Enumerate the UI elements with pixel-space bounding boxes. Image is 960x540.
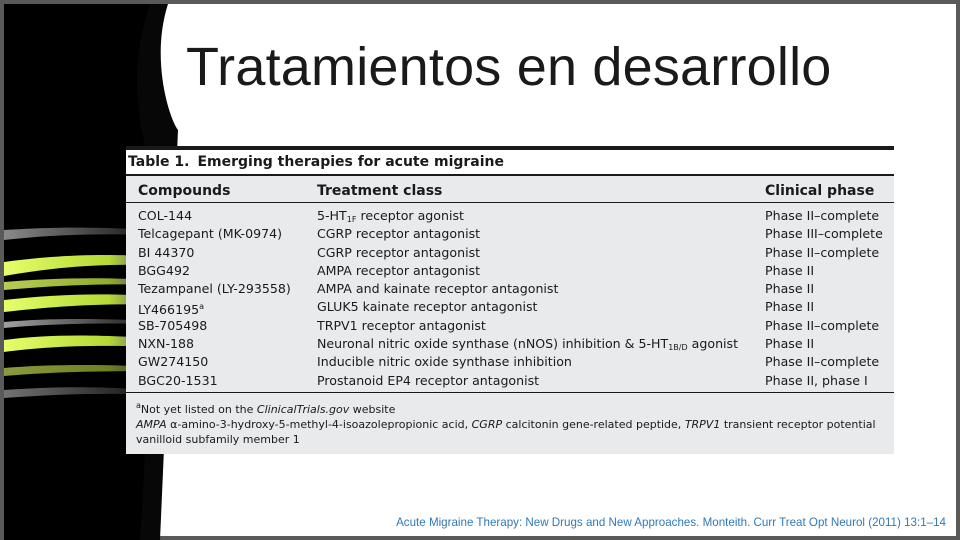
abbr-definition: calcitonin gene-related peptide, — [502, 418, 685, 431]
table-row — [126, 225, 894, 243]
cell-treatment-class-text: CGRP receptor antagonist — [317, 244, 481, 260]
column-header-treatment-class: Treatment class — [317, 183, 443, 199]
table — [126, 180, 894, 390]
cell-compound: SB-705498 — [138, 317, 208, 333]
cell-treatment-class — [317, 244, 480, 262]
abbr-term: AMPA — [136, 418, 167, 431]
subscript: 1F — [346, 215, 357, 224]
cell-compound: GW274150 — [138, 354, 209, 370]
slide-title: Tratamientos en desarrollo — [186, 37, 832, 97]
cell-compound: BGC20-1531 — [138, 372, 218, 388]
table-caption-text: Emerging therapies for acute migraine — [197, 154, 504, 170]
table-footnotes — [136, 398, 886, 447]
table-image — [126, 146, 894, 454]
citation-link[interactable]: Acute Migraine Therapy: New Drugs and New Approaches. Monteith. Curr Treat Opt Neurol (2011) 13:1–14 — [396, 516, 946, 529]
cell-treatment-class — [317, 317, 486, 335]
cell-clinical-phase: Phase III–complete — [765, 226, 883, 242]
cell-compound: BGG492 — [138, 262, 190, 278]
abbr-term: TRPV1 — [684, 418, 721, 431]
footnote-a-text: Not yet listed on the — [140, 403, 257, 416]
cell-treatment-class — [317, 262, 480, 280]
cell-compound: Telcagepant (MK-0974) — [138, 226, 283, 242]
table-row — [126, 335, 894, 353]
subscript: 1B/D — [668, 343, 688, 353]
table-row — [126, 280, 894, 298]
cell-treatment-class — [317, 225, 480, 243]
table-header-row — [126, 180, 894, 202]
cell-clinical-phase: Phase II — [765, 299, 815, 315]
table-row — [126, 298, 894, 316]
cell-compound-text: LY466195 — [138, 302, 200, 318]
footnote-a-text-end: website — [349, 403, 396, 416]
table-caption — [126, 146, 894, 176]
cell-treatment-class — [317, 280, 558, 298]
cell-treatment-class-text: Neuronal nitric oxide synthase (nNOS) inhibition & 5-HT — [317, 336, 669, 352]
cell-treatment-class-text: AMPA and kainate receptor antagonist — [317, 281, 559, 297]
table-row — [126, 372, 894, 390]
cell-compound: BI 44370 — [138, 244, 195, 260]
cell-compound: NXN-188 — [138, 336, 195, 352]
cell-clinical-phase: Phase II–complete — [765, 317, 880, 333]
cell-treatment-class-text: Inducible nitric oxide synthase inhibition — [317, 354, 572, 370]
cell-treatment-class-text-end: receptor agonist — [356, 208, 464, 223]
table-row — [126, 207, 894, 225]
cell-treatment-class-text: CGRP receptor antagonist — [317, 226, 481, 242]
cell-treatment-class-text: TRPV1 receptor antagonist — [317, 317, 486, 333]
cell-clinical-phase: Phase II–complete — [765, 354, 880, 370]
footnote-divider — [126, 392, 894, 393]
abbr-term: CGRP — [471, 418, 503, 431]
cell-treatment-class — [317, 353, 572, 371]
cell-clinical-phase: Phase II–complete — [765, 244, 880, 260]
footnote-abbreviations — [136, 417, 886, 447]
cell-clinical-phase: Phase II — [765, 262, 815, 278]
table-caption-label: Table 1. — [128, 154, 190, 170]
cell-treatment-class-text: Prostanoid EP4 receptor antagonist — [317, 372, 540, 388]
column-header-compounds: Compounds — [138, 183, 231, 199]
footnote-a-italic: ClinicalTrials.gov — [256, 403, 350, 416]
cell-clinical-phase: Phase II, phase I — [765, 372, 868, 388]
abbr-definition: transient receptor potential vanilloid subfamily member 1 — [136, 418, 876, 446]
cell-clinical-phase: Phase II — [765, 336, 815, 352]
cell-treatment-class — [317, 298, 538, 316]
column-header-clinical-phase: Clinical phase — [765, 183, 875, 199]
cell-treatment-class-text-end: agonist — [687, 336, 739, 352]
cell-clinical-phase: Phase II–complete — [765, 208, 880, 223]
header-divider — [126, 202, 894, 203]
cell-clinical-phase: Phase II — [765, 281, 815, 297]
table-row — [126, 317, 894, 335]
abbr-definition: α-amino-3-hydroxy-5-methyl-4-isoazolepropionic acid, — [166, 418, 472, 431]
table-row — [126, 262, 894, 280]
table-row — [126, 244, 894, 262]
table-row — [126, 353, 894, 371]
footnote-marker: a — [199, 302, 205, 312]
cell-compound: Tezampanel (LY-293558) — [138, 281, 291, 297]
cell-treatment-class — [317, 372, 539, 390]
table-rows — [126, 207, 894, 390]
footnote-a — [136, 398, 886, 417]
cell-compound: COL-144 — [138, 208, 193, 223]
cell-treatment-class-text: 5-HT — [317, 208, 347, 223]
cell-treatment-class-text: AMPA receptor antagonist — [317, 262, 481, 278]
footnote-marker: a — [136, 401, 141, 410]
cell-treatment-class-text: GLUK5 kainate receptor antagonist — [317, 299, 538, 315]
